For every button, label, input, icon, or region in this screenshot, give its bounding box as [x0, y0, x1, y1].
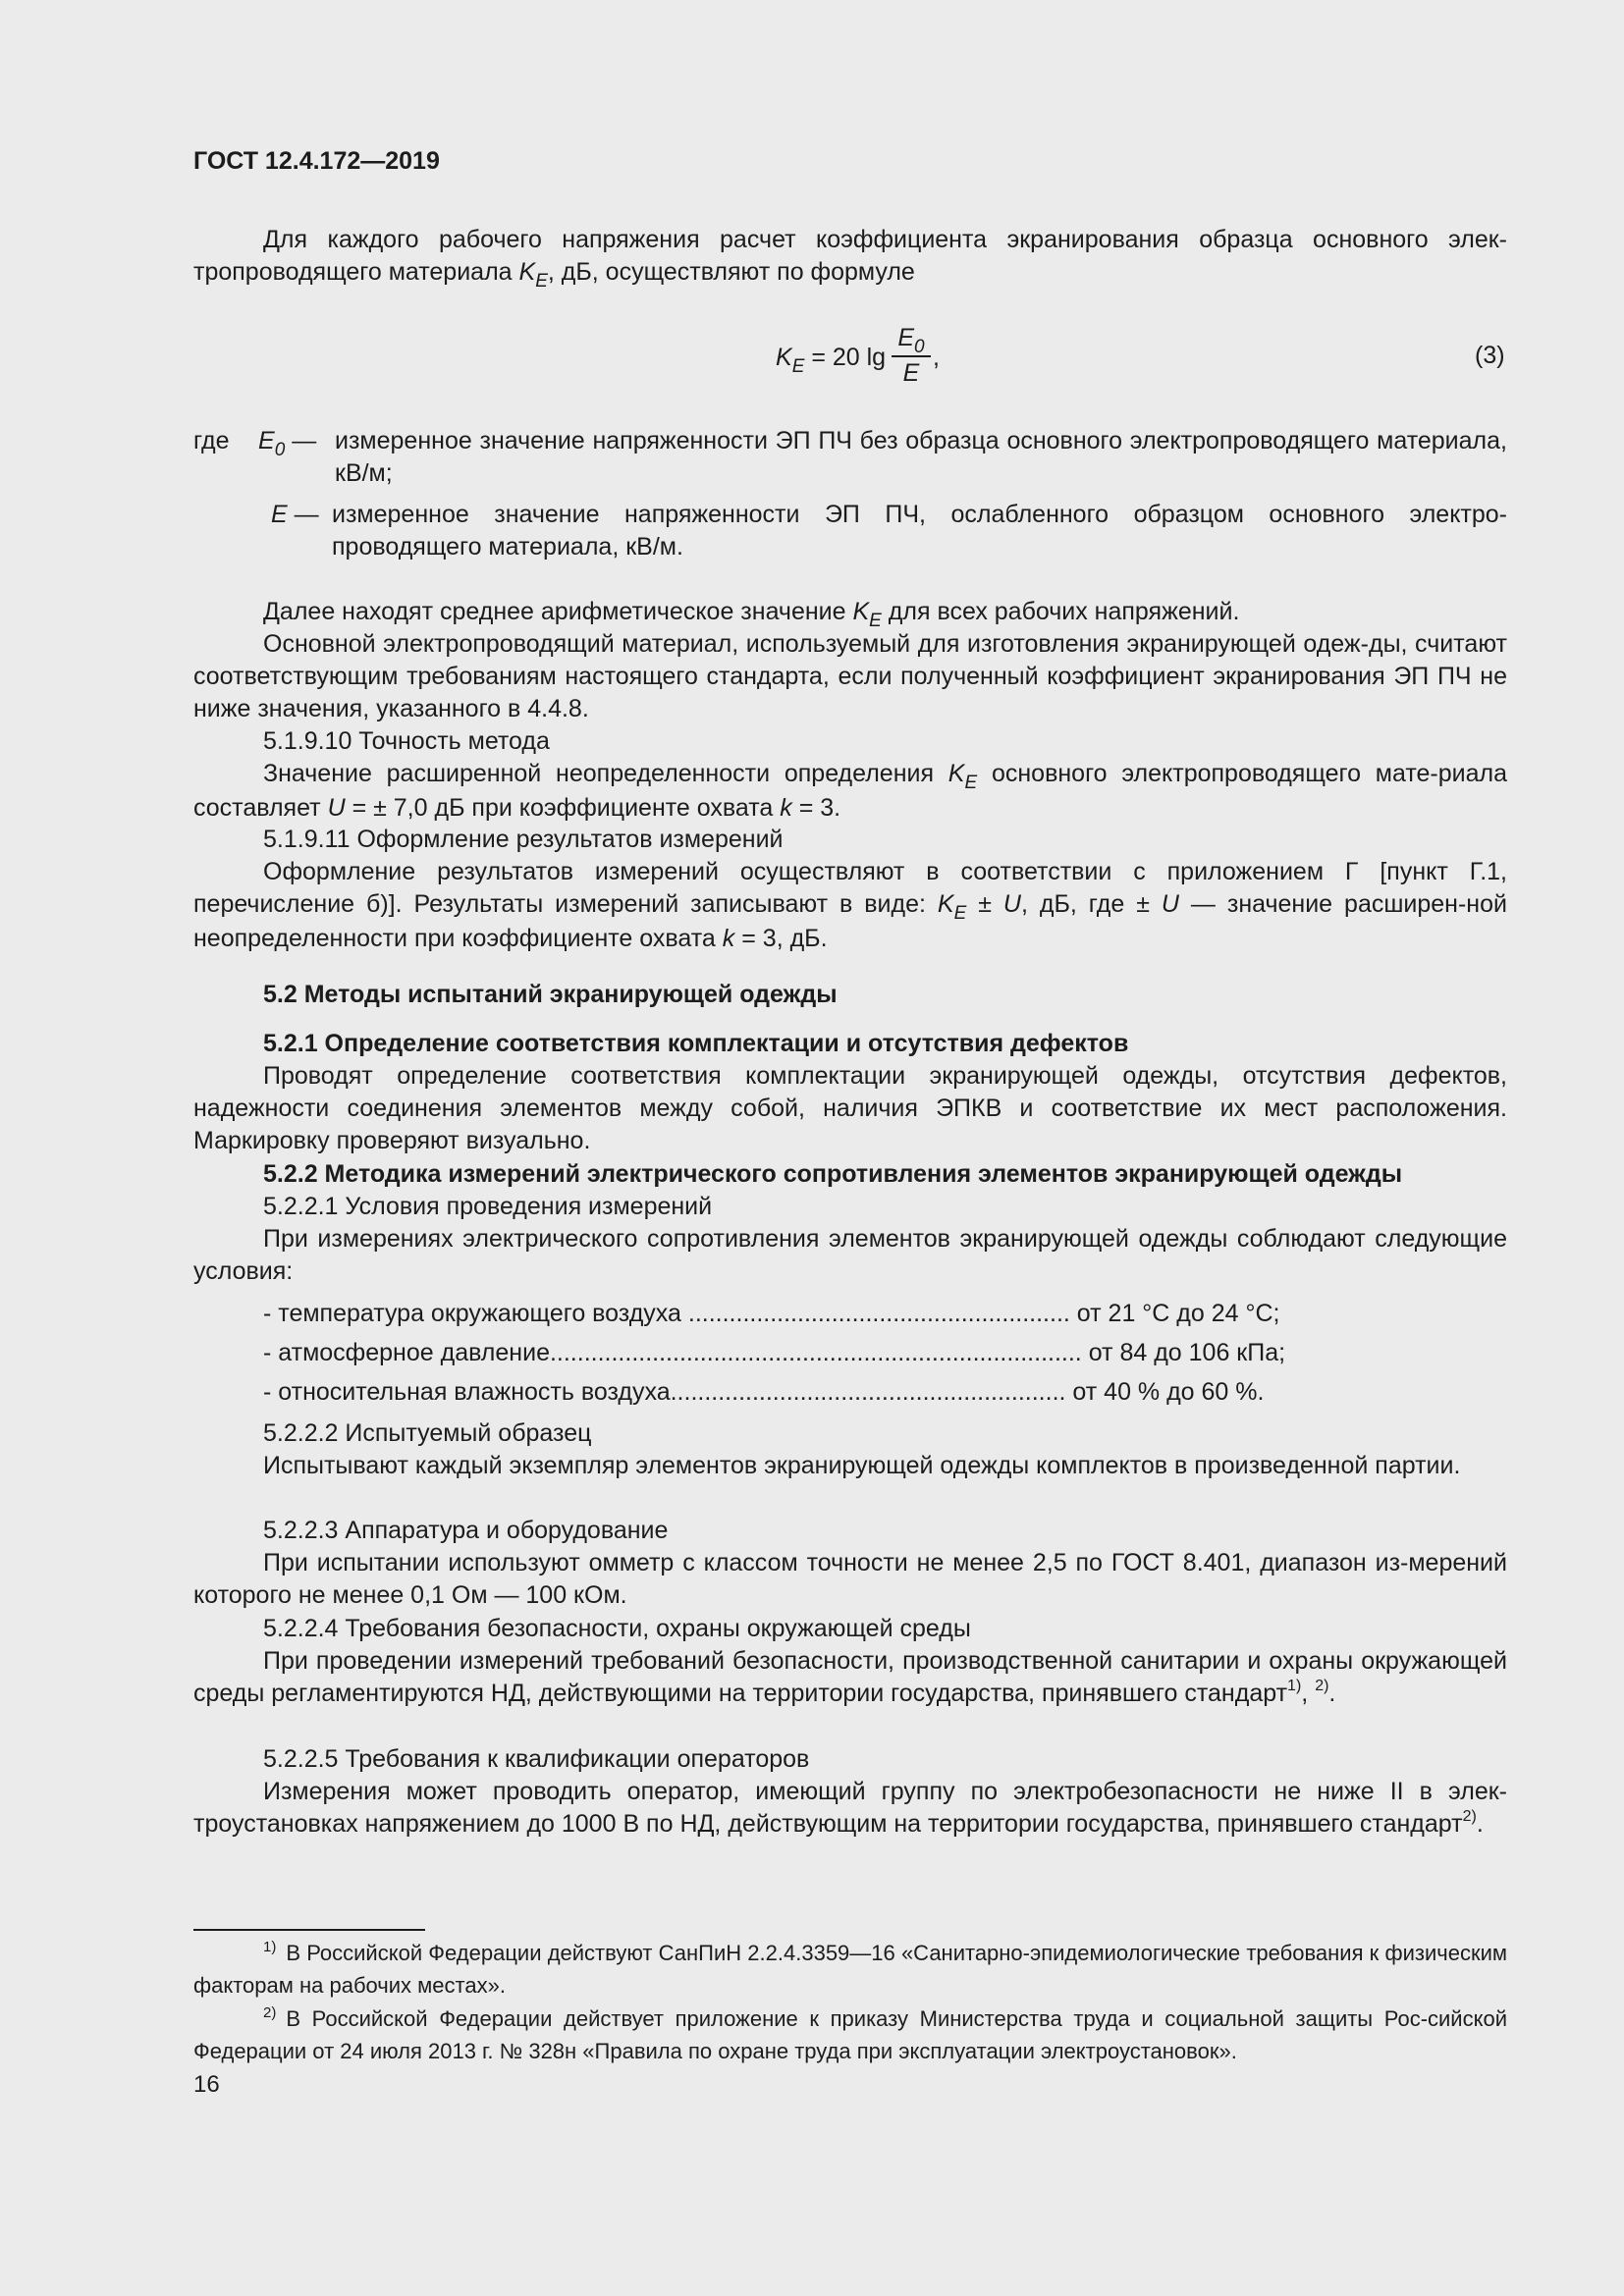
numerator-e: E — [897, 324, 915, 351]
section-5-2-2-4-title: 5.2.2.4 Требования безопасности, охраны окружающей среды — [263, 1615, 971, 1642]
results-text-a: Оформление результатов измерений осуществляют в соответствии с приложением Г [пункт Г.1, перечисление б)]. Результаты измерений записывают в виде: — [193, 858, 1507, 918]
accuracy-subscript-e: E — [964, 773, 978, 793]
mean-text-a: Далее находят среднее арифметическое значение — [263, 598, 853, 625]
e0-dash: — — [285, 427, 317, 454]
footnote-separator: , — [1301, 1680, 1316, 1707]
condition-value: от 84 до 106 кПа; — [1081, 1339, 1286, 1366]
where-e-symbol — [271, 499, 319, 531]
section-5-2-2-5-title: 5.2.2.5 Требования к квалификации операторов — [263, 1745, 810, 1773]
condition-label: - атмосферное давление — [263, 1339, 550, 1366]
footnote-1-text: В Российской Федерации действуют СанПиН 2.2.4.3359—16 «Санитарно-эпидемиологические требования к физическим факторам на рабочих местах». — [193, 1941, 1507, 1998]
e-dash: — — [287, 501, 319, 528]
mean-value-paragraph — [193, 596, 1507, 630]
document-code-header: ГОСТ 12.4.172—2019 — [193, 147, 440, 175]
condition-leader: ........................................................ — [687, 1300, 1070, 1327]
section-5-2-2-4-text — [193, 1645, 1507, 1713]
subscript-e: E — [535, 271, 548, 292]
results-symbol-u1: U — [1002, 890, 1021, 918]
qualification-end: . — [1476, 1810, 1484, 1838]
accuracy-symbol-k: K — [947, 760, 965, 787]
section-5-2-2-5-text — [193, 1776, 1507, 1843]
fraction-denominator: E — [902, 359, 920, 387]
footnote-ref-2[interactable]: 2) — [1315, 1678, 1329, 1694]
where-label: где — [193, 427, 230, 454]
section-5-1-9-10-title: 5.1.9.10 Точность метода — [263, 727, 550, 755]
intro-text-b: , дБ, осуществляют по формуле — [547, 258, 915, 286]
page-number: 16 — [193, 2071, 220, 2098]
condition-humidity — [263, 1376, 1264, 1409]
section-5-1-9-10-text — [193, 758, 1507, 825]
section-5-2-2-1-text: При измерениях электрического сопротивления элементов экранирующей одежды соблюдают следующие условия: — [193, 1225, 1507, 1285]
section-5-2-2-3-text: При испытании используют омметр с классом точности не менее 2,5 по ГОСТ 8.401, диапазон из-мерений которого не менее 0,1 Ом — 100 кОм. — [193, 1549, 1507, 1609]
symbol-k: K — [518, 258, 536, 286]
qualification-text: Измерения может проводить оператор, имеющий группу по электробезопасности не ниже II в элек-троустановках напряжением до 1000 В по НД, действующим на территории государства, принявшего стандарт — [193, 1778, 1507, 1838]
footnote-separator-line — [193, 1929, 425, 1931]
footnote-2-mark: 2) — [263, 2004, 277, 2021]
footnote-2-text: В Российской Федерации действует приложение к приказу Министерства труда и социальной защиты Рос-сийской Федерации от 24 июля 2013 г. № 328н «Правила по охране труда при эксплуатации электроустановок». — [193, 2006, 1507, 2063]
formula-coefficient: = 20 lg — [804, 344, 887, 371]
fraction-numerator — [892, 324, 931, 357]
accuracy-symbol-k-coef: k — [780, 794, 792, 822]
results-symbol-u2: U — [1161, 890, 1179, 918]
equation-number: (3) — [1475, 342, 1505, 369]
accuracy-text-d: = 3. — [791, 794, 841, 822]
results-text-b: ± — [966, 890, 1003, 918]
where-e0-definition: измеренное значение напряженности ЭП ПЧ без образца основного электропроводящего материала, кВ/м; — [335, 427, 1507, 487]
safety-text: При проведении измерений требований безопасности, производственной санитарии и охраны окружающей среды регламентируются НД, действующими на территории государства, принявшего стандарт — [193, 1647, 1507, 1707]
where-e-definition: измеренное значение напряженности ЭП ПЧ, ослабленного образцом основного электро-проводящего материала, кВ/м. — [332, 501, 1507, 561]
section-5-2-2-1-title: 5.2.2.1 Условия проведения измерений — [263, 1193, 713, 1220]
formula-lhs — [776, 344, 887, 377]
condition-value: от 21 °С до 24 °С; — [1069, 1300, 1280, 1327]
results-subscript-e: E — [953, 903, 967, 924]
formula-fraction — [892, 324, 931, 388]
condition-temperature — [263, 1298, 1279, 1330]
e0-symbol: E — [258, 427, 275, 454]
footnote-ref-1[interactable]: 1) — [1287, 1678, 1302, 1694]
footnote-2 — [193, 2004, 1507, 2066]
results-text-c: , дБ, где ± — [1020, 890, 1162, 918]
intro-paragraph — [193, 224, 1507, 291]
accuracy-text-b: основного электропроводящего мате-риала составляет — [193, 760, 1507, 822]
section-5-2-2-3-title: 5.2.2.3 Аппаратура и оборудование — [263, 1517, 669, 1544]
conformity-paragraph: Основной электропроводящий материал, используемый для изготовления экранирующей одеж-ды, считают соответствующим требованиям настоящего стандарта, если полученный коэффициент экранирования ЭП ПЧ не ниже значения, указанного в 4.4.8. — [193, 630, 1507, 722]
section-5-2-heading: 5.2 Методы испытаний экранирующей одежды — [263, 981, 838, 1008]
footnote-1 — [193, 1939, 1507, 2001]
formula-comma: , — [933, 344, 940, 371]
accuracy-symbol-u: U — [327, 794, 346, 822]
e0-subscript: 0 — [274, 440, 286, 460]
intro-text-a: Для каждого рабочего напряжения расчет коэффициента экранирования образца основного элек-тропроводящего материала — [193, 226, 1507, 286]
accuracy-text-a: Значение расширенной неопределенности определения — [263, 760, 948, 787]
accuracy-text-c: = ± 7,0 дБ при коэффициенте охвата — [345, 794, 781, 822]
footnote-1-mark: 1) — [263, 1939, 277, 1955]
safety-end: . — [1328, 1680, 1336, 1707]
where-e0-symbol — [258, 425, 316, 459]
numerator-subscript: 0 — [914, 337, 925, 357]
condition-leader: .............................................................................. — [549, 1339, 1082, 1366]
section-5-1-9-11-title: 5.1.9.11 Оформление результатов измерений — [263, 826, 784, 853]
section-5-2-2-2-text: Испытывают каждый экземпляр элементов экранирующей одежды комплектов в произведенной партии. — [263, 1452, 1461, 1479]
condition-label: - относительная влажность воздуха — [263, 1378, 671, 1406]
mean-subscript-e: E — [869, 611, 882, 631]
formula-k-subscript: E — [791, 356, 805, 377]
fraction-bar — [892, 355, 931, 357]
condition-label: - температура окружающего воздуха — [263, 1300, 688, 1327]
condition-leader: .......................................................... — [670, 1378, 1066, 1406]
section-5-2-1-text: Проводят определение соответствия комплектации экранирующей одежды, отсутствия дефектов, надежности соединения элементов между собой, наличия ЭПКВ и соответствие их мест расположения. Маркировку проверяют визуально. — [193, 1062, 1507, 1154]
section-5-2-1-heading: 5.2.1 Определение соответствия комплектации и отсутствия дефектов — [263, 1030, 1129, 1057]
results-symbol-k: K — [937, 890, 954, 918]
section-5-2-2-2-title: 5.2.2.2 Испытуемый образец — [263, 1419, 592, 1447]
section-5-1-9-11-text — [193, 856, 1507, 955]
formula-k: K — [776, 344, 792, 371]
mean-text-b: для всех рабочих напряжений. — [881, 598, 1240, 625]
results-text-e: = 3, дБ. — [734, 925, 828, 952]
mean-symbol-k: K — [852, 598, 870, 625]
condition-pressure — [263, 1337, 1285, 1369]
e-symbol: E — [271, 501, 288, 528]
footnote-ref-2[interactable]: 2) — [1462, 1808, 1477, 1825]
section-5-2-2-heading: 5.2.2 Методика измерений электрического сопротивления элементов экранирующей одежды — [263, 1160, 1403, 1188]
condition-value: от 40 % до 60 %. — [1065, 1378, 1265, 1406]
results-symbol-k-coef: k — [722, 925, 735, 952]
results-text-d: — значение расширен-ной неопределенности при коэффициенте охвата — [193, 890, 1507, 952]
